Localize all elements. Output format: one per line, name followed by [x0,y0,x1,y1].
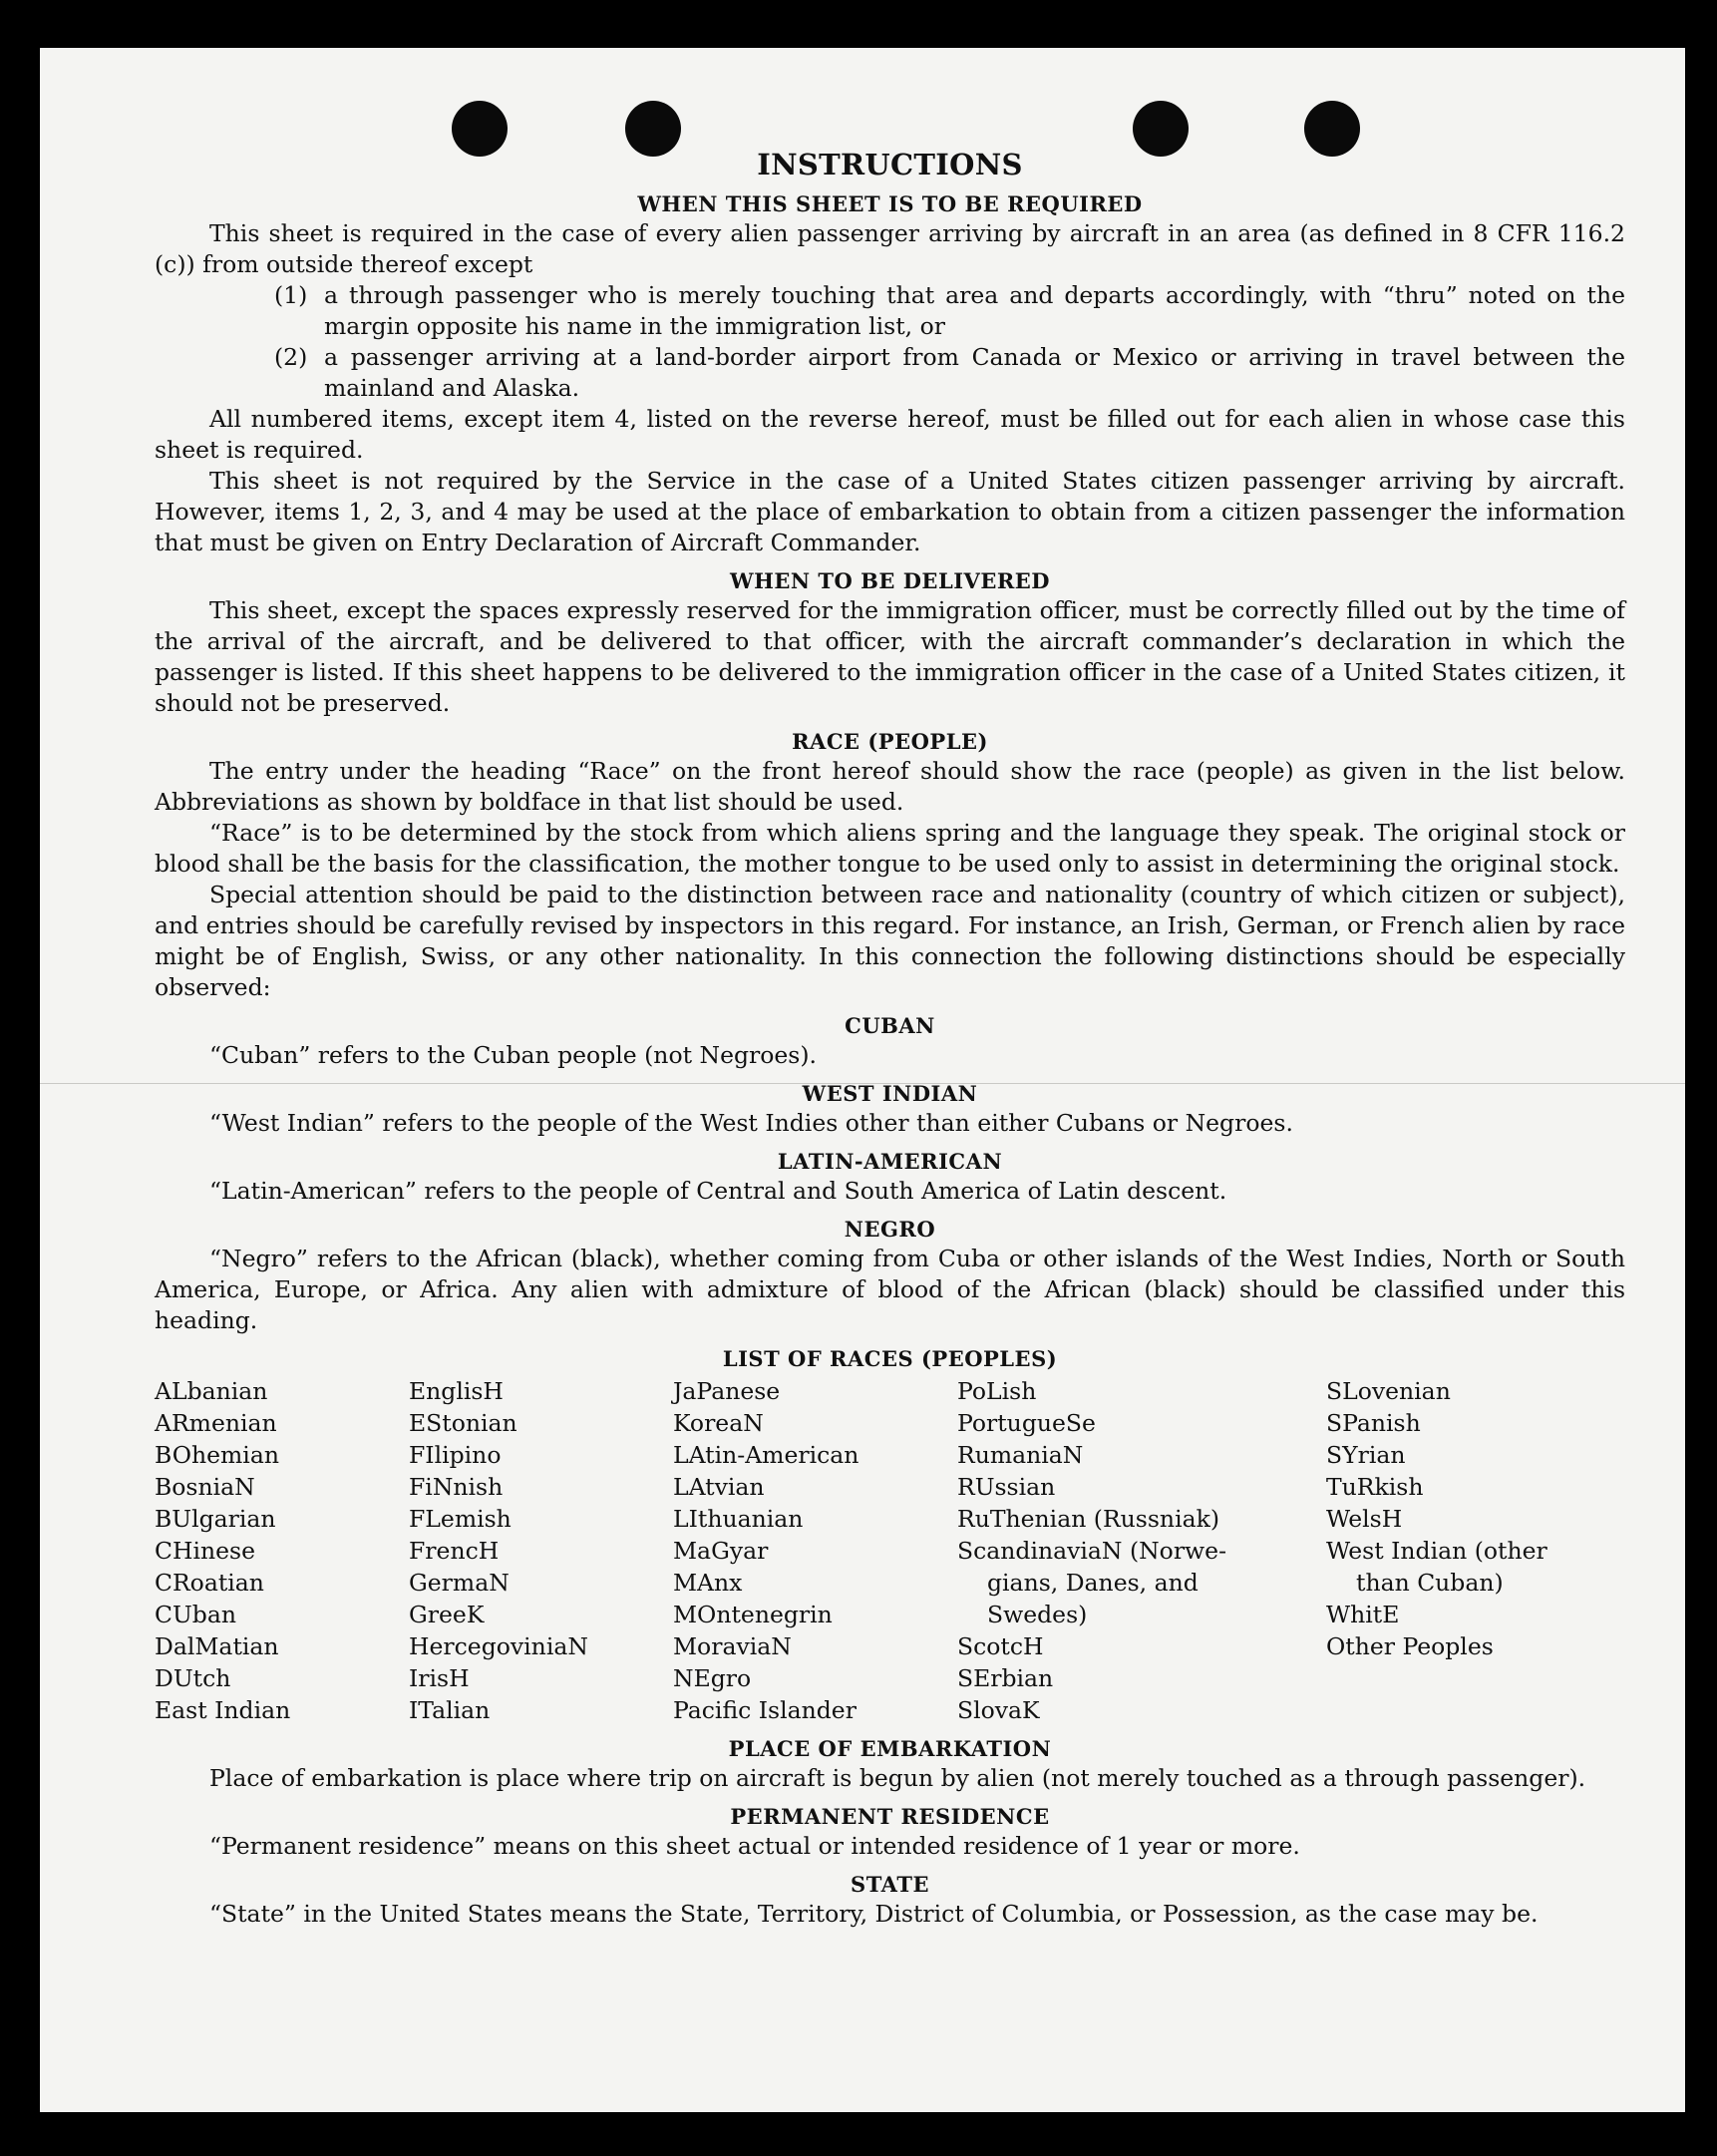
section-heading-when-required: WHEN THIS SHEET IS TO BE REQUIRED [637,191,1143,216]
race-item: Other Peoples [1326,1632,1494,1660]
paragraph: This sheet, except the spaces expressly reserved for the immigration officer, must be correctly filled out by the time of the arrival of the aircraft, and be delivered to that officer, with the aircraft commander’s declaration in which the passenger is listed. If this sheet happens to be delivered to the immigration officer in the case of a United States citizen, it should not be preserved. [155,596,1625,717]
section-heading-race: RACE (PEOPLE) [792,729,988,754]
list-item [274,280,1625,342]
race-item: ScotcH [957,1632,1044,1660]
section-heading-negro: NEGRO [844,1217,936,1242]
paragraph: “Race” is to be determined by the stock from which aliens spring and the language they speak. The original stock or blood shall be the basis for the classification, the mother tongue to be used only to assist in determining the original stock. [155,819,1625,878]
race-item: ALbanian [155,1377,268,1405]
race-item: than Cuban) [1356,1569,1504,1597]
section-heading-cuban: CUBAN [845,1013,935,1038]
race-item: CUban [155,1601,236,1628]
paragraph: All numbered items, except item 4, listed on the reverse hereof, must be filled out for each alien in whose case this sheet is required. [155,405,1625,464]
race-item: PortugueSe [957,1409,1096,1437]
race-item: CRoatian [155,1569,264,1597]
paragraph: “Cuban” refers to the Cuban people (not Negroes). [209,1041,818,1069]
race-item: ScandinaviaN (Norwe- [957,1537,1227,1565]
document-sheet [40,48,1685,2112]
race-column [957,1375,1326,1726]
item-text: a through passenger who is merely touching that area and departs accordingly, with “thru” noted on the margin opposite his name in the immigration list, or [324,281,1625,340]
paragraph: This sheet is not required by the Service in the case of a United States citizen passenger arriving by aircraft. However, items 1, 2, 3, and 4 may be used at the place of embarkation to obtain from a citizen passenger the information that must be given on Entry Declaration of Aircraft Commander. [155,467,1625,556]
race-item: CHinese [155,1537,255,1565]
race-item: RumaniaN [957,1441,1084,1469]
race-item: ARmenian [155,1409,277,1437]
race-item: EStonian [409,1409,517,1437]
race-item: SPanish [1326,1409,1421,1437]
race-item: IrisH [409,1664,470,1692]
race-item: FiNnish [409,1473,504,1501]
race-item: SLovenian [1326,1377,1451,1405]
race-item: West Indian (other [1326,1537,1547,1565]
race-item: TuRkish [1326,1473,1424,1501]
paragraph: “Latin-American” refers to the people of Central and South America of Latin descent. [209,1177,1227,1205]
race-column [155,1375,409,1726]
race-item: FrencH [409,1537,500,1565]
section-heading-west-indian: WEST INDIAN [802,1081,978,1106]
race-item: PoLish [957,1377,1037,1405]
race-column [673,1375,957,1726]
race-item: ITalian [409,1696,491,1724]
paragraph: This sheet is required in the case of every alien passenger arriving by aircraft in an area (as defined in 8 CFR 116.2 (c)) from outside thereof except [155,219,1625,278]
race-item: FLemish [409,1505,512,1533]
instructions-content [155,148,1625,1930]
page-title: INSTRUCTIONS [757,148,1023,181]
race-item: FIlipino [409,1441,502,1469]
race-item: JaPanese [673,1377,781,1405]
race-item: DalMatian [155,1632,279,1660]
race-item: Swedes) [987,1601,1088,1628]
section-heading-embarkation: PLACE OF EMBARKATION [728,1736,1052,1761]
race-item: WhitE [1326,1601,1400,1628]
paragraph: “Permanent residence” means on this sheet actual or intended residence of 1 year or more. [209,1832,1300,1860]
paragraph: The entry under the heading “Race” on the front hereof should show the race (people) as given in the list below. Abbreviations as shown by boldface in that list should be used. [155,757,1625,816]
race-item: GermaN [409,1569,510,1597]
race-item: RuThenian (Russniak) [957,1505,1219,1533]
race-item: HercegoviniaN [409,1632,588,1660]
race-item: KoreaN [673,1409,764,1437]
race-item: MaGyar [673,1537,769,1565]
paragraph: “Negro” refers to the African (black), whether coming from Cuba or other islands of the West Indies, North or South America, Europe, or Africa. Any alien with admixture of blood of the African (black) should be classified under this heading. [155,1245,1625,1334]
paragraph: “West Indian” refers to the people of the West Indies other than either Cubans or Negroes. [209,1109,1293,1137]
race-item: DUtch [155,1664,231,1692]
race-item: MAnx [673,1569,743,1597]
race-item: LAtvian [673,1473,765,1501]
race-item: SYrian [1326,1441,1406,1469]
race-column [409,1375,673,1726]
race-item: WelsH [1326,1505,1403,1533]
section-heading-list-of-races: LIST OF RACES (PEOPLES) [722,1346,1058,1371]
list-item [274,342,1625,404]
race-column [1326,1375,1625,1726]
item-number: (2) [274,343,308,371]
race-item: East Indian [155,1696,291,1724]
races-list [155,1375,1625,1726]
race-item: gians, Danes, and [987,1569,1199,1597]
race-item: BUlgarian [155,1505,276,1533]
race-item: Pacific Islander [673,1696,857,1724]
item-number: (1) [274,281,308,309]
race-item: BOhemian [155,1441,279,1469]
section-heading-latin-american: LATIN-AMERICAN [777,1149,1003,1174]
race-item: EnglisH [409,1377,504,1405]
race-item: MOntenegrin [673,1601,833,1628]
item-text: a passenger arriving at a land-border airport from Canada or Mexico or arriving in travel between the mainland and Alaska. [324,343,1625,402]
race-item: BosniaN [155,1473,255,1501]
paragraph: “State” in the United States means the State, Territory, District of Columbia, or Possession, as the case may be. [209,1900,1539,1928]
race-item: RUssian [957,1473,1056,1501]
race-item: LAtin-American [673,1441,859,1469]
section-heading-state: STATE [851,1872,929,1897]
race-item: GreeK [409,1601,485,1628]
race-item: LIthuanian [673,1505,804,1533]
paragraph: Place of embarkation is place where trip on aircraft is begun by alien (not merely touched as a through passenger). [209,1764,1586,1792]
race-item: NEgro [673,1664,752,1692]
race-item: SErbian [957,1664,1054,1692]
race-item: SlovaK [957,1696,1040,1724]
race-item: MoraviaN [673,1632,792,1660]
section-heading-residence: PERMANENT RESIDENCE [730,1804,1050,1829]
paragraph: Special attention should be paid to the distinction between race and nationality (country of which citizen or subject), and entries should be carefully revised by inspectors in this regard. For instance, an Irish, German, or French alien by race might be of English, Swiss, or any other nationality. In this connection the following distinctions should be especially observed: [155,881,1625,1001]
section-heading-when-delivered: WHEN TO BE DELIVERED [729,568,1050,593]
